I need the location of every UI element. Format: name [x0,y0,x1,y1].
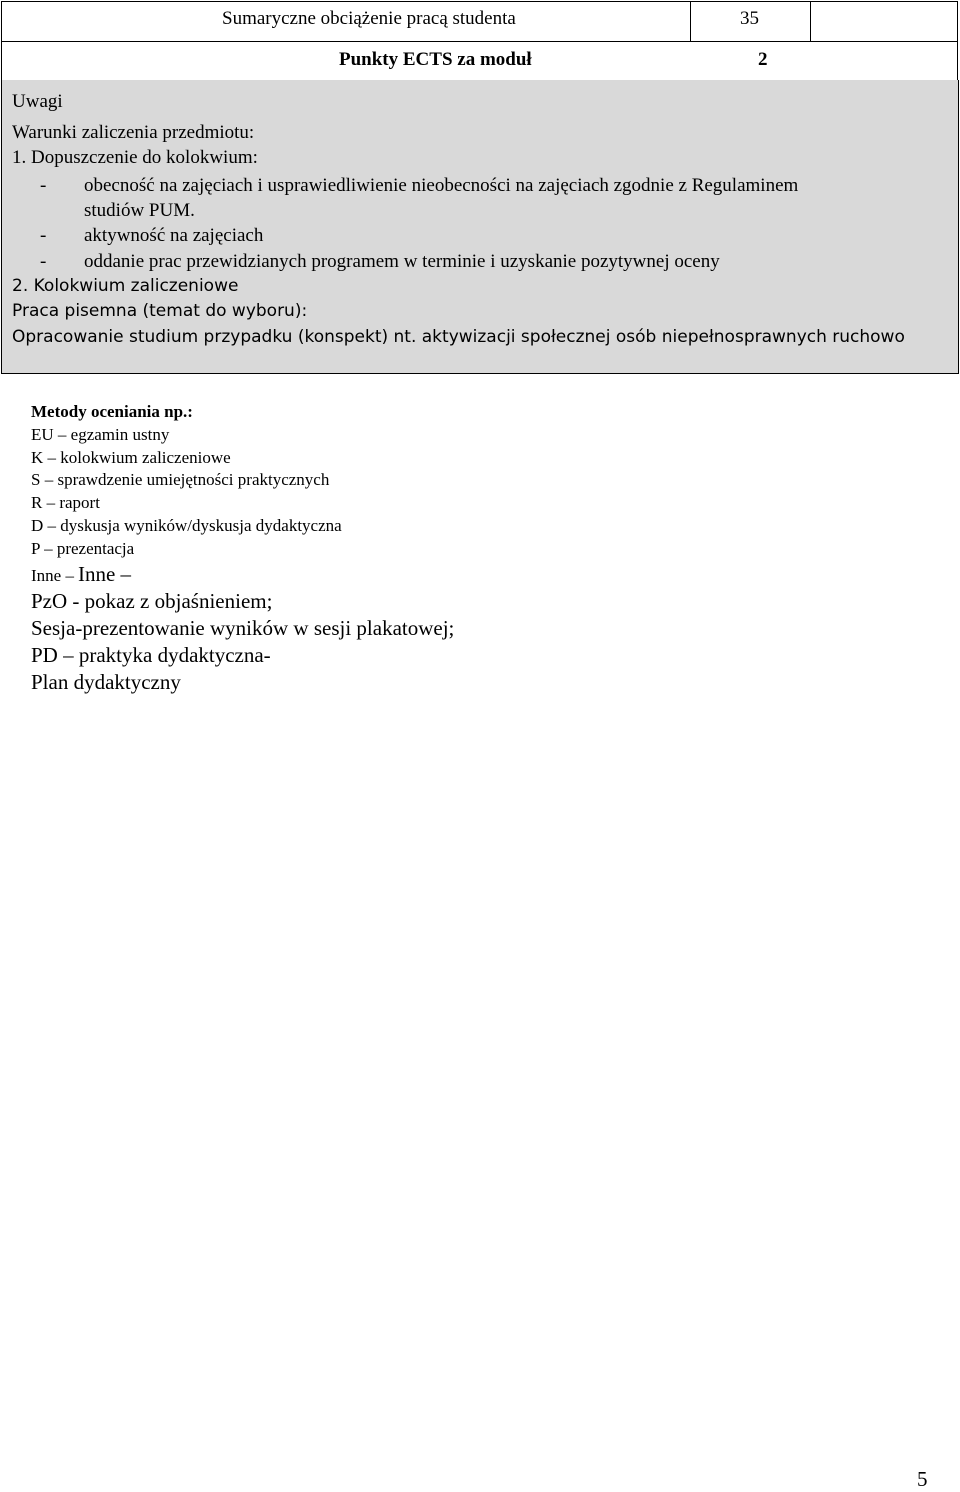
method-item: R – raport [31,493,100,512]
bullet-dash: - [40,251,47,272]
remarks-title: Uwagi [12,91,63,112]
section1-heading: 1. Dopuszczenie do kolokwium: [12,147,258,168]
ects-value: 2 [758,49,768,70]
assessment-heading: Metody oceniania np.: [31,402,193,421]
method-item: K – kolokwium zaliczeniowe [31,448,231,467]
ects-label: Punkty ECTS za moduł [339,49,532,70]
table-row-divider [1,41,958,42]
workload-label: Sumaryczne obciążenie pracą studenta [222,8,516,29]
bullet-dash: - [40,175,47,196]
method-item: D – dyskusja wyników/dyskusja dydaktyczna [31,516,342,535]
method-item: S – sprawdzenie umiejętności praktycznych [31,470,330,489]
other-small-label: Inne – [31,566,74,585]
bullet-dash: - [40,225,47,246]
table-border-left [1,1,2,81]
method-item: EU – egzamin ustny [31,425,170,444]
workload-value: 35 [740,8,759,29]
conditions-heading: Warunki zaliczenia przedmiotu: [12,122,255,143]
table-border-right [957,1,958,81]
method-item-other [31,562,131,587]
extra-method-item: Plan dydaktyczny [31,670,181,694]
page-number: 5 [917,1467,928,1491]
condition-item-activity: aktywność na zajęciach [84,225,264,246]
table-col-divider-2 [810,1,811,41]
condition-item-submission: oddanie prac przewidzianych programem w terminie i uzyskanie pozytywnej oceny [84,251,720,272]
table-border-top [1,1,958,2]
extra-method-item: PzO - pokaz z objaśnieniem; [31,589,273,613]
written-work-heading: Praca pisemna (temat do wyboru): [12,301,308,321]
table-col-divider-1 [690,1,691,41]
extra-method-item: Sesja-prezentowanie wyników w sesji plakatowej; [31,616,455,640]
condition-item-attendance: obecność na zajęciach i usprawiedliwienie nieobecności na zajęciach zgodnie z Regulaminem [84,175,799,196]
condition-item-attendance-cont: studiów PUM. [84,200,195,221]
written-work-text: Opracowanie studium przypadku (konspekt) nt. aktywizacji społecznej osób niepełnosprawnych ruchowo [12,327,905,347]
other-large-label: Inne – [77,562,132,586]
extra-method-item: PD – praktyka dydaktyczna- [31,643,271,667]
section2-heading: 2. Kolokwium zaliczeniowe [12,276,239,296]
method-item: P – prezentacja [31,539,135,558]
